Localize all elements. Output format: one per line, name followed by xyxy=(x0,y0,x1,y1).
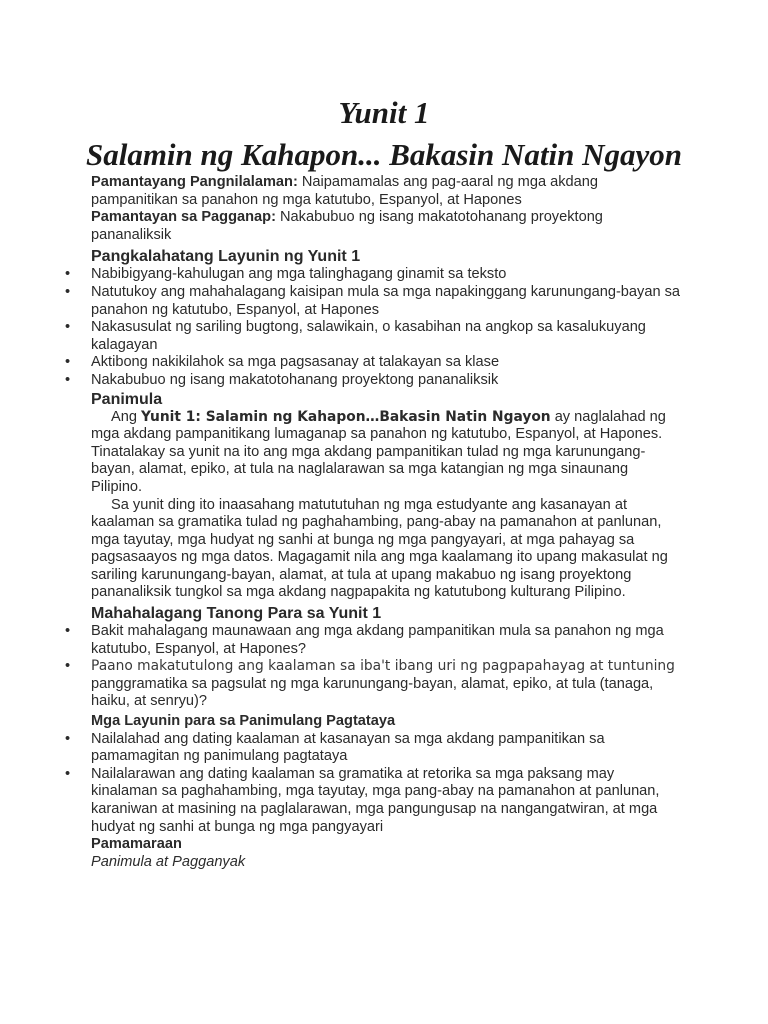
list-item: • Bakit mahalagang maunawaan ang mga akdang pampanitikan mula sa panahon ng mga katutubo, Espanyol, at Hapones? xyxy=(91,623,681,658)
list-item: • Nabibigyang-kahulugan ang mga talinghagang ginamit sa teksto xyxy=(91,266,681,284)
general-objectives-heading: Pangkalahatang Layunin ng Yunit 1 xyxy=(91,248,361,266)
intro-p1-bold: Yunit 1: Salamin ng Kahapon…Bakasin Natin Ngayon xyxy=(141,408,551,425)
procedure-heading: Pamamaraan xyxy=(91,836,182,853)
content-standard-text: Naipamamalas ang pag-aaral ng mga akdang pampanitikan sa panahon ng mga katutubo, Espanyol, at Hapones xyxy=(91,174,598,208)
performance-standard-text: Nakabubuo ng isang makatotohanang proyektong pananaliksik xyxy=(91,209,603,243)
question-2-first-line: Paano makatutulong ang kaalaman sa iba't ibang uri ng pagpapahayag at tuntuning xyxy=(91,658,675,675)
list-item: • Aktibong nakikilahok sa mga pagsasanay at talakayan sa klase xyxy=(91,354,681,372)
introduction-paragraph-1 xyxy=(91,409,681,497)
question-2-rest: panggramatika sa pagsulat ng mga karunungang-bayan, alamat, epiko, at tula (tanaga, haiku, at senryu)? xyxy=(91,675,654,710)
list-item xyxy=(91,658,681,711)
intro-p1-pre: Ang xyxy=(111,408,142,425)
introduction-paragraph-2: Sa yunit ding ito inaasahang matututuhan ng mga estudyante ang kasanayan at kaalaman sa gramatika tulad ng paghahambing, pang-abay na pamanahon at panlunan, mga tayutay, mga hudyat ng sanhi at bunga ng mga pangyayari, at mga pahayag sa pagsasaayos ng mga datos. Magagamit nila ang mga kaalamang ito upang makasulat ng sariling karunungang-bayan, alamat, at tula at upang makabuo ng isang proyektong pananaliksik tungkol sa mga akdang nagpapakita ng katutubong kulturang Pilipino. xyxy=(91,496,668,601)
list-item: • Nakabubuo ng isang makatotohanang proyektong pananaliksik xyxy=(91,372,681,390)
pretest-objectives-heading: Mga Layunin para sa Panimulang Pagtataya xyxy=(91,713,396,730)
document-body xyxy=(91,174,681,871)
list-item: • Natutukoy ang mahahalagang kaisipan mula sa mga napakinggang karunungang-bayan sa panahon ng katutubo, Espanyol, at Hapones xyxy=(91,284,681,319)
list-item: • Nailalarawan ang dating kaalaman sa gramatika at retorika sa mga paksang may kinalaman sa paghahambing, mga tayutay, mga pang-abay na pamanahon at panlunan, karaniwan at masining na paglalarawan, mga pangungusap na nangangatwiran, at mga hudyat ng sanhi at bunga ng mga pangyayari xyxy=(91,766,681,836)
intro-p1-post: ay naglalahad ng mga akdang pampanitikang lumaganap sa panahon ng katutubo, Espanyol, at Hapones. Tinatalakay sa yunit na ito ang mga akdang pampanitikan tulad ng mga karunungang-bayan, alamat, epiko, at tula na naglalarawan sa mga katangian ng mga sinaunang Pilipino. xyxy=(91,408,666,495)
procedure-subheading: Panimula at Pagganyak xyxy=(91,853,246,870)
unit-subtitle: Salamin ng Kahapon... Bakasin Natin Ngayon xyxy=(85,137,683,172)
performance-standard-label: Pamantayan sa Pagganap: xyxy=(91,209,276,226)
general-objectives-list xyxy=(91,266,681,389)
unit-title: Yunit 1 xyxy=(338,95,430,130)
list-item: • Nakasusulat ng sariling bugtong, salawikain, o kasabihan na angkop sa kasalukuyang kalagayan xyxy=(91,319,681,354)
list-item: • Nailalahad ang dating kaalaman at kasanayan sa mga akdang pampanitikan sa pamamagitan ng panimulang pagtataya xyxy=(91,731,681,766)
essential-questions-list xyxy=(91,623,681,711)
title-block xyxy=(0,92,768,176)
performance-standard xyxy=(91,209,681,244)
essential-questions-heading: Mahahalagang Tanong Para sa Yunit 1 xyxy=(91,605,382,623)
content-standard xyxy=(91,174,681,209)
introduction-heading: Panimula xyxy=(91,390,163,408)
pretest-objectives-list xyxy=(91,731,681,837)
content-standard-label: Pamantayang Pangnilalaman: xyxy=(91,174,298,190)
